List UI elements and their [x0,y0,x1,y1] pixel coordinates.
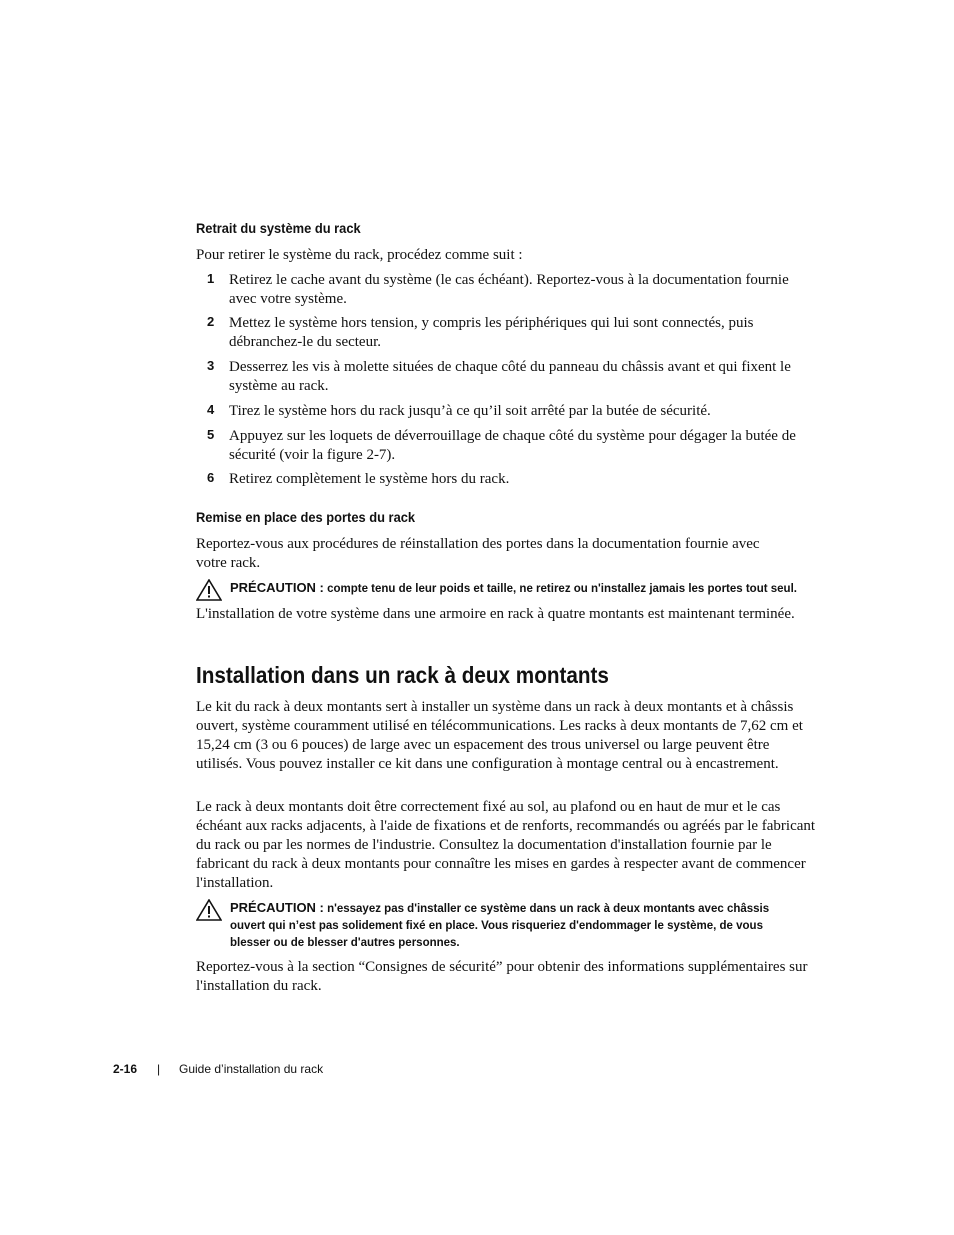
step-number: 6 [207,470,215,485]
paragraph: Le kit du rack à deux montants sert à installer un système dans un rack à deux montants et à châssis ouvert, système couramment utilisé en télécommunications. Les racks à deux montants de 7,62 cm et 15,24 cm (3 ou 6 pouces) de large avec un espacement des trous universel ou large peuvent être utilisés. Vous pouvez installer ce kit dans une configuration à montage central ou à encastrement. [196,699,803,772]
warning-icon [196,579,222,601]
list-item [207,271,817,309]
step-text: Tirez le système hors du rack jusqu’à ce qu’il soit arrêté par la butée de sécurité. [229,403,711,419]
page-number: 2-16 [113,1062,138,1076]
step-number: 3 [207,358,215,373]
caution-label: PRÉCAUTION : [230,580,324,595]
paragraph: L'installation de votre système dans une armoire en rack à quatre montants est maintenant terminée. [196,606,795,622]
section-heading-portes: Remise en place des portes du rack [196,509,416,525]
caution-text [230,579,821,598]
intro-paragraph: Pour retirer le système du rack, procédez comme suit : [196,247,523,263]
caution-text [230,899,796,952]
page-title: Installation dans un rack à deux montants [196,662,609,688]
caution-notice [196,579,821,598]
list-item [207,470,817,489]
paragraph: Reportez-vous à la section “Consignes de sécurité” pour obtenir des informations supplémentaires sur l'installation du rack. [196,959,808,994]
step-text: Mettez le système hors tension, y compris les périphériques qui lui sont connectés, puis débranchez-le du secteur. [229,315,754,350]
warning-icon [196,899,222,921]
caution-label: PRÉCAUTION : [230,900,324,915]
step-number: 4 [207,402,215,417]
list-item [207,427,817,465]
step-text: Appuyez sur les loquets de déverrouillage de chaque côté du système pour dégager la butée de sécurité (voir la figure 2-7). [229,428,796,463]
step-number: 5 [207,427,215,442]
step-text: Retirez le cache avant du système (le cas échéant). Reportez-vous à la documentation fournie avec votre système. [229,272,789,307]
list-item [207,402,817,421]
list-item [207,358,817,396]
caution-notice [196,899,796,952]
paragraph: Reportez-vous aux procédures de réinstallation des portes dans la documentation fournie avec votre rack. [196,536,760,571]
step-text: Desserrez les vis à molette situées de chaque côté du panneau du châssis avant et qui fixent le système au rack. [229,359,791,394]
footer-separator: | [157,1062,161,1076]
step-number: 2 [207,314,215,329]
step-number: 1 [207,271,215,286]
paragraph: Le rack à deux montants doit être correctement fixé au sol, au plafond ou en haut de mur et le cas échéant aux racks adjacents, à l'aide de fixations et de renforts, recommandés ou agréés par le fabricant du rack ou par les normes de l'industrie. Consultez la documentation d'installation fournie par le fabricant du rack à deux montants pour connaître les mises en gardes à respecter avant de commencer l'installation. [196,799,816,891]
footer-doc-title: Guide d’installation du rack [179,1062,324,1076]
caution-body: n'essayez pas d'installer ce système dans un rack à deux montants avec châssis ouvert qui n’est pas solidement fixé en place. Vous risqueriez d'endommager le système, de vous blesser ou de blesser d'autres personnes. [230,903,770,949]
step-text: Retirez complètement le système hors du rack. [229,471,510,487]
caution-body: compte tenu de leur poids et taille, ne retirez ou n'installez jamais les portes tout seul. [327,583,797,595]
list-item [207,314,817,352]
section-heading-retrait: Retrait du système du rack [196,220,361,236]
